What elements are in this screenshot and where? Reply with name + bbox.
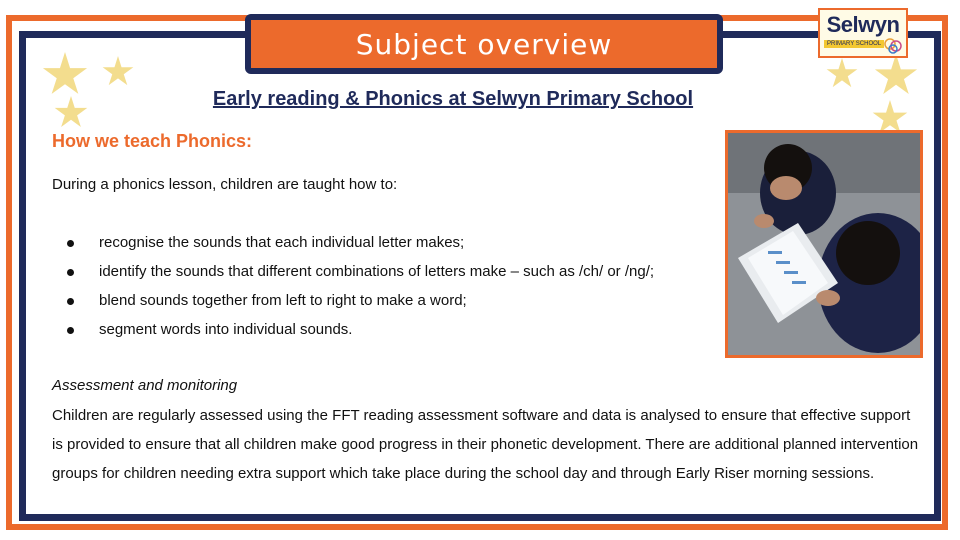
- classroom-photo: [725, 130, 923, 358]
- bullet-icon: [67, 240, 74, 247]
- bullet-icon: [67, 298, 74, 305]
- school-logo: [818, 8, 908, 58]
- page-title: Subject overview: [355, 27, 613, 61]
- list-item-text: recognise the sounds that each individual letter makes;: [99, 234, 465, 251]
- list-item: [52, 259, 654, 288]
- assessment-body: Children are regularly assessed using the FFT reading assessment software and data is analysed to ensure that effective support is provided to ensure that all children make good progress in their phonetic development. There are additional planned intervention groups for children needing extra support which take place during the school day and through Early Riser morning sessions.: [52, 407, 919, 482]
- list-item-text: identify the sounds that different combinations of letters make – such as /ch/ or /ng/;: [99, 263, 655, 280]
- bullet-icon: [67, 269, 74, 276]
- assessment-title: Assessment and monitoring: [52, 377, 238, 394]
- bullet-icon: [67, 327, 74, 334]
- list-item-text: segment words into individual sounds.: [99, 321, 353, 338]
- children-reading-illustration: [728, 133, 920, 355]
- list-item: [52, 288, 654, 317]
- list-item-text: blend sounds together from left to right to make a word;: [99, 292, 467, 309]
- bullet-list: [52, 230, 654, 346]
- intro-text: During a phonics lesson, children are taught how to:: [52, 176, 398, 193]
- slide-heading: Early reading & Phonics at Selwyn Primary School: [212, 88, 694, 110]
- list-item: [52, 317, 654, 346]
- logo-name: Selwyn: [826, 12, 900, 37]
- list-item: [52, 230, 654, 259]
- rings-icon: [882, 38, 904, 54]
- title-banner: [245, 14, 723, 74]
- section-subheading: How we teach Phonics:: [52, 131, 253, 151]
- logo-subtitle: PRIMARY SCHOOL: [824, 40, 884, 48]
